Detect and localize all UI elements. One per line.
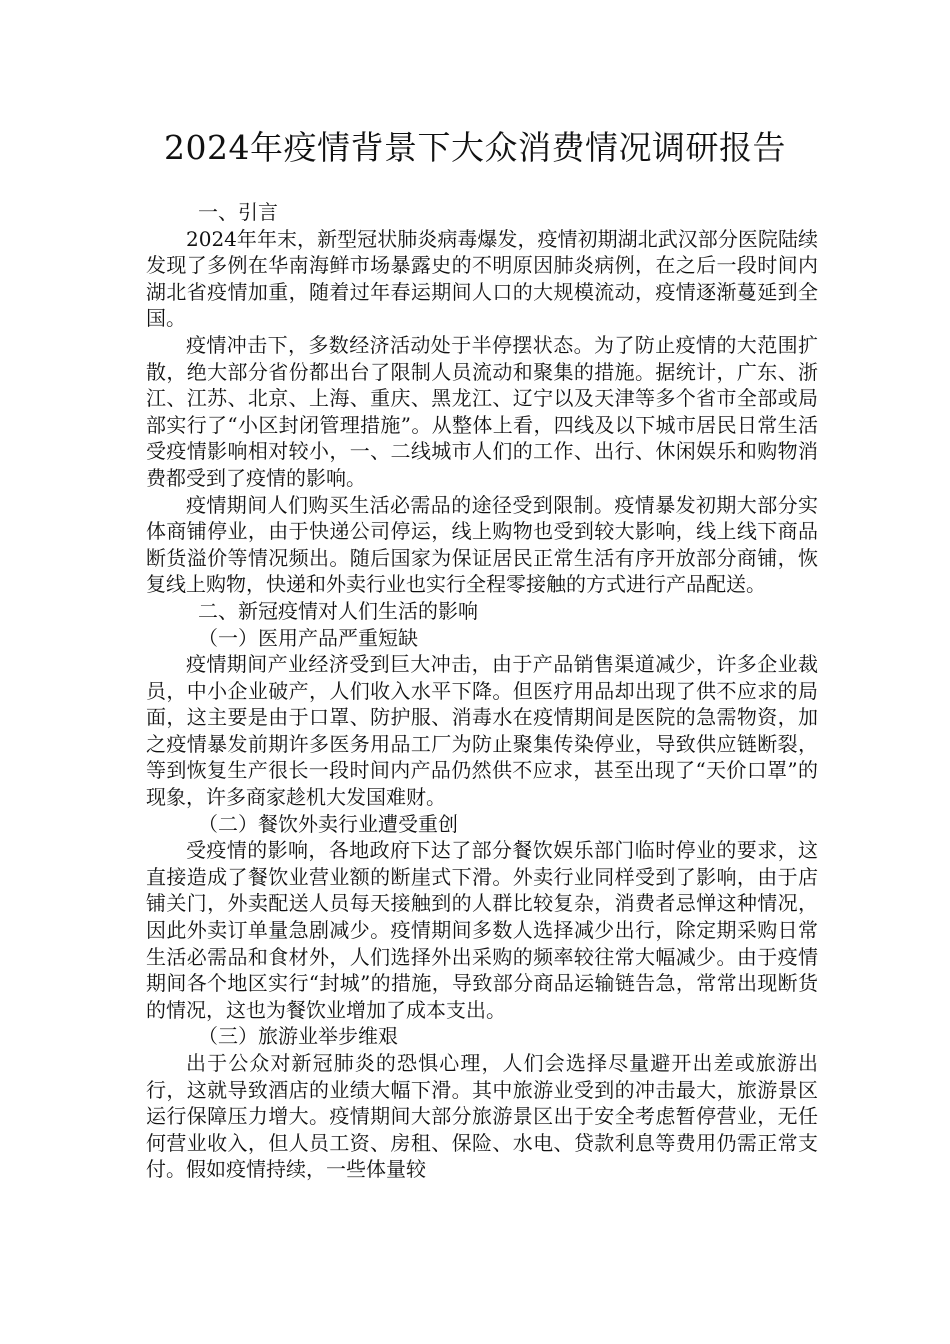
- document-body: [146, 199, 818, 1183]
- section-heading-intro: 一、引言: [198, 200, 278, 224]
- subsection-heading-catering: （二）餐饮外卖行业遭受重创: [198, 811, 458, 836]
- paragraph: 出于公众对新冠肺炎的恐惧心理，人们会选择尽量避开出差或旅游出行，这就导致酒店的业绩大幅下滑。其中旅游业受到的冲击最大，旅游景区运行保障压力增大。疫情期间大部分旅游景区出于安全考虑暂停营业，无任何营业收入，但人员工资、房租、保险、水电、贷款利息等费用仍需正常支付。假如疫情持续，一些体量较: [146, 1051, 818, 1182]
- paragraph: 疫情冲击下，多数经济活动处于半停摆状态。为了防止疫情的大范围扩散，绝大部分省份都出台了限制人员流动和聚集的措施。据统计，广东、浙江、江苏、北京、上海、重庆、黑龙江、辽宁以及天津等多个省市全部或局部实行了“小区封闭管理措施”。从整体上看，四线及以下城市居民日常生活受疫情影响相对较小，一、二线城市人们的工作、出行、休闲娱乐和购物消费都受到了疫情的影响。: [146, 332, 818, 490]
- document-title: 2024年疫情背景下大众消费情况调研报告: [164, 128, 786, 167]
- subsection-heading-tourism: （三）旅游业举步维艰: [198, 1024, 398, 1049]
- section-heading-impact: 二、新冠疫情对人们生活的影响: [198, 598, 478, 623]
- paragraph: 受疫情的影响，各地政府下达了部分餐饮娱乐部门临时停业的要求，这直接造成了餐饮业营业额的断崖式下滑。外卖行业同样受到了影响，由于店铺关门，外卖配送人员每天接触到的人群比较复杂，消费者忌惮这种情况，因此外卖订单量急剧减少。疫情期间多数人选择减少出行，除定期采购日常生活必需品和食材外，人们选择外出采购的频率较往常大幅减少。由于疫情期间各个地区实行“封城”的措施，导致部分商品运输链告急，常常出现断货的情况，这也为餐饮业增加了成本支出。: [146, 838, 818, 1022]
- subsection-heading-medical: （一）医用产品严重短缺: [198, 625, 418, 650]
- paragraph: 2024年年末，新型冠状肺炎病毒爆发，疫情初期湖北武汉部分医院陆续发现了多例在华南海鲜市场暴露史的不明原因肺炎病例，在之后一段时间内湖北省疫情加重，随着过年春运期间人口的大规模流动，疫情逐渐蔓延到全国。: [146, 226, 818, 331]
- paragraph: 疫情期间人们购买生活必需品的途径受到限制。疫情暴发初期大部分实体商铺停业，由于快递公司停运，线上购物也受到较大影响，线上线下商品断货溢价等情况频出。随后国家为保证居民正常生活有序开放部分商铺，恢复线上购物，快递和外卖行业也实行全程零接触的方式进行产品配送。: [146, 492, 818, 597]
- paragraph: 疫情期间产业经济受到巨大冲击，由于产品销售渠道减少，许多企业裁员，中小企业破产，人们收入水平下降。但医疗用品却出现了供不应求的局面，这主要是由于口罩、防护服、消毒水在疫情期间是医院的急需物资，加之疫情暴发前期许多医务用品工厂为防止聚集传染停业，导致供应链断裂，等到恢复生产很长一段时间内产品仍然供不应求，甚至出现了“天价口罩”的现象，许多商家趁机大发国难财。: [146, 652, 818, 810]
